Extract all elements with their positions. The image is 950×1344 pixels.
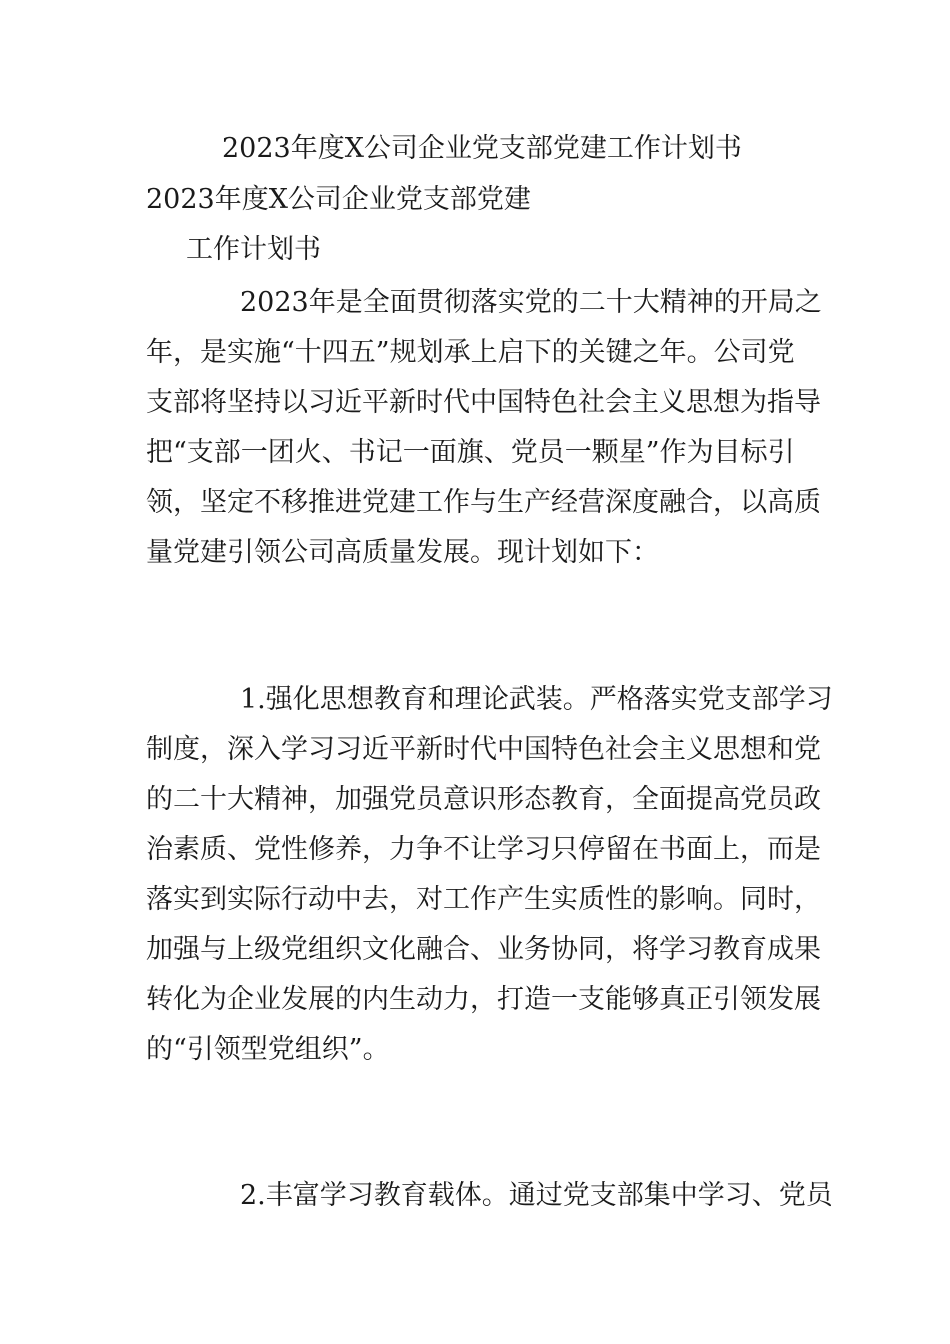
intro-line-6: 量党建引领公司高质量发展。现计划如下： bbox=[146, 537, 659, 568]
section1-line-4: 治素质、党性修养，力争不让学习只停留在书面上，而是 bbox=[146, 834, 821, 865]
section1-line-2: 制度，深入学习习近平新时代中国特色社会主义思想和党 bbox=[146, 734, 821, 765]
section1-line-3: 的二十大精神，加强党员意识形态教育，全面提高党员政 bbox=[146, 784, 821, 815]
section1-line-1: 1.强化思想教育和理论武装。严格落实党支部学习 bbox=[240, 684, 833, 715]
section1-line-8: 的“引领型党组织”。 bbox=[146, 1034, 390, 1065]
intro-line-5: 领，坚定不移推进党建工作与生产经营深度融合，以高质 bbox=[146, 487, 821, 518]
section1-line-7: 转化为企业发展的内生动力，打造一支能够真正引领发展 bbox=[146, 984, 821, 1015]
intro-line-1: 2023年是全面贯彻落实党的二十大精神的开局之 bbox=[240, 287, 822, 318]
intro-line-3: 支部将坚持以习近平新时代中国特色社会主义思想为指导 bbox=[146, 387, 821, 418]
intro-line-2: 年，是实施“十四五”规划承上启下的关键之年。公司党 bbox=[146, 337, 795, 368]
section2-line-1: 2.丰富学习教育载体。通过党支部集中学习、党员 bbox=[240, 1180, 833, 1211]
document-subtitle-line2: 工作计划书 bbox=[186, 234, 321, 265]
section1-line-5: 落实到实际行动中去，对工作产生实质性的影响。同时， bbox=[146, 884, 821, 915]
intro-line-4: 把“支部一团火、书记一面旗、党员一颗星”作为目标引 bbox=[146, 437, 795, 468]
section1-line-6: 加强与上级党组织文化融合、业务协同，将学习教育成果 bbox=[146, 934, 821, 965]
document-title: 2023年度X公司企业党支部党建工作计划书 bbox=[222, 133, 742, 164]
document-subtitle-line1: 2023年度X公司企业党支部党建 bbox=[146, 184, 531, 215]
